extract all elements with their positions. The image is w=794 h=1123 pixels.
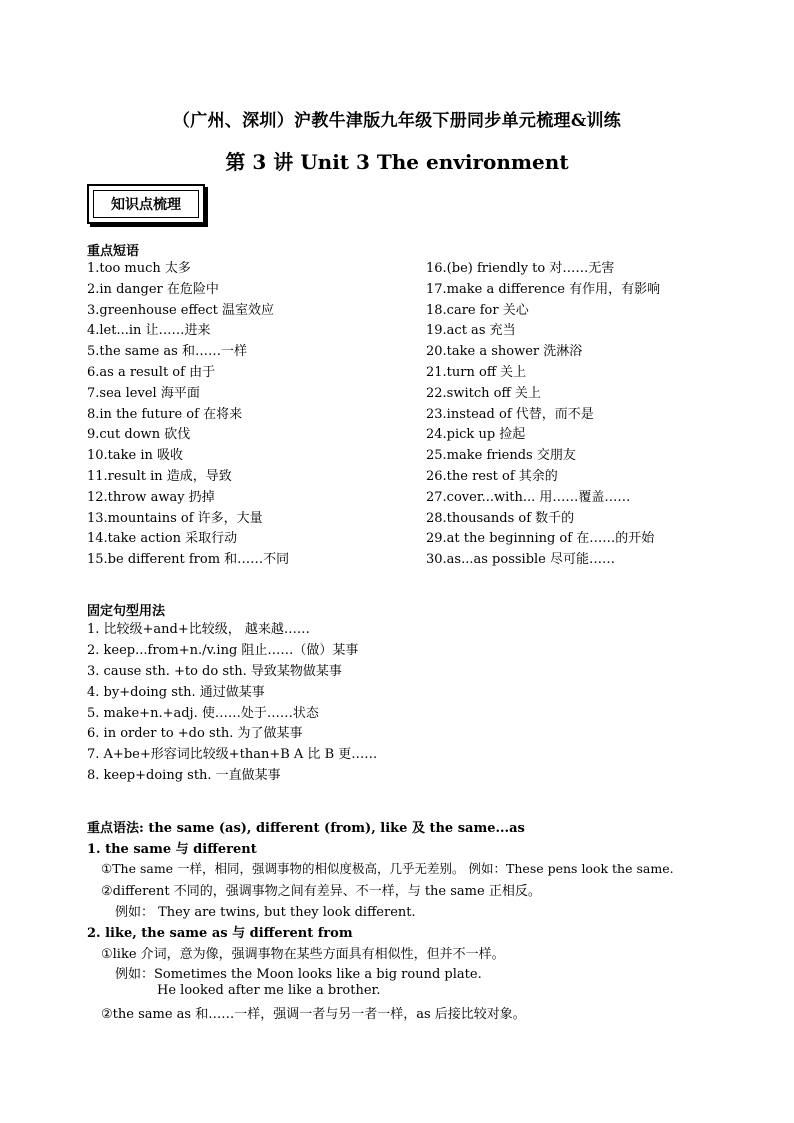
phrase-item: 17.make a difference 有作用，有影响 (426, 281, 661, 297)
phrase-item: 10.take in 吸收 (87, 448, 184, 464)
phrase-item: 7.sea level 海平面 (87, 385, 200, 401)
phrase-item: 4.let...in 让……进来 (87, 323, 211, 339)
phrase-item: 1.too much 太多 (87, 261, 191, 276)
sentence-item: 4. by+doing sth. 通过做某事 (87, 684, 265, 700)
phrase-item: 14.take action 采取行动 (87, 531, 238, 547)
lesson-subtitle: 第 3 讲 Unit 3 The environment (225, 150, 569, 174)
grammar-section-2-example-2: He looked after me like a brother. (157, 983, 381, 998)
sentences-heading: 固定句型用法 (87, 604, 166, 619)
phrase-item: 29.at the beginning of 在……的开始 (426, 531, 655, 547)
grammar-section-1-point-b: ②different 不同的，强调事物之间有差异、不一样，与 the same 正相反。 (101, 884, 541, 899)
phrase-item: 8.in the future of 在将来 (87, 406, 243, 422)
phrase-item: 27.cover...with... 用……覆盖…… (426, 489, 631, 505)
phrase-item: 2.in danger 在危险中 (87, 281, 219, 297)
phrase-item: 5.the same as 和……一样 (87, 344, 247, 360)
sentence-item: 5. make+n.+adj. 使……处于……状态 (87, 705, 319, 721)
grammar-section-1-point-a: ①The same 一样，相同，强调事物的相似度极高，几乎无差别。 例如：These pens look the same. (101, 861, 674, 876)
phrase-item: 23.instead of 代替，而不是 (426, 406, 594, 422)
phrase-item: 26.the rest of 其余的 (426, 468, 558, 484)
section-box-label (87, 184, 205, 224)
grammar-section-2-title: 2. like, the same as 与 different from (87, 926, 353, 941)
phrase-item: 18.care for 关心 (426, 302, 529, 318)
phrase-item: 21.turn off 关上 (426, 364, 527, 380)
phrase-item: 19.act as 充当 (426, 323, 516, 339)
section-box-label-text: 知识点梳理 (93, 190, 199, 218)
phrase-item: 20.take a shower 洗淋浴 (426, 344, 583, 360)
grammar-section-2-point-a: ①like 介词，意为像，强调事物在某些方面具有相似性，但并不一样。 (101, 947, 505, 962)
sentence-item: 2. keep...from+n./v.ing 阻止……（做）某事 (87, 642, 359, 658)
phrase-item: 15.be different from 和……不同 (87, 552, 290, 568)
phrase-item: 9.cut down 砍伐 (87, 427, 191, 443)
sentence-item: 6. in order to +do sth. 为了做某事 (87, 726, 303, 742)
phrases-heading: 重点短语 (87, 244, 140, 259)
sentence-item: 1. 比较级+and+比较级， 越来越…… (87, 622, 310, 637)
phrase-item: 30.as...as possible 尽可能…… (426, 552, 616, 568)
phrase-item: 25.make friends 交朋友 (426, 448, 576, 464)
phrase-item: 12.throw away 扔掉 (87, 489, 215, 505)
phrase-item: 13.mountains of 许多，大量 (87, 510, 263, 526)
phrase-item: 28.thousands of 数千的 (426, 510, 575, 526)
sentence-item: 7. A+be+形容词比较级+than+B A 比 B 更…… (87, 747, 378, 763)
phrase-item: 24.pick up 捡起 (426, 427, 526, 443)
sentence-item: 3. cause sth. +to do sth. 导致某物做某事 (87, 663, 342, 679)
phrases-right-column (426, 259, 660, 571)
grammar-section-2-example-1: 例如：Sometimes the Moon looks like a big round plate. (115, 967, 482, 982)
grammar-heading: 重点语法: the same (as), different (from), like 及 the same...as (87, 821, 525, 836)
sentence-patterns-list (87, 620, 377, 787)
phrase-item: 11.result in 造成，导致 (87, 468, 232, 484)
grammar-section-1-title: 1. the same 与 different (87, 842, 257, 857)
document-title: （广州、深圳）沪教牛津版九年级下册同步单元梳理&训练 (172, 111, 622, 131)
phrase-item: 6.as a result of 由于 (87, 364, 216, 380)
grammar-section-1-example: 例如： They are twins, but they look different. (115, 905, 416, 920)
grammar-section-2-point-b: ②the same as 和……一样，强调一者与另一者一样，as 后接比较对象。 (101, 1007, 526, 1022)
phrase-item: 22.switch off 关上 (426, 385, 541, 401)
phrase-item: 3.greenhouse effect 温室效应 (87, 302, 275, 318)
phrase-item: 16.(be) friendly to 对……无害 (426, 261, 615, 276)
phrases-left-column (87, 259, 289, 571)
sentence-item: 8. keep+doing sth. 一直做某事 (87, 768, 281, 784)
